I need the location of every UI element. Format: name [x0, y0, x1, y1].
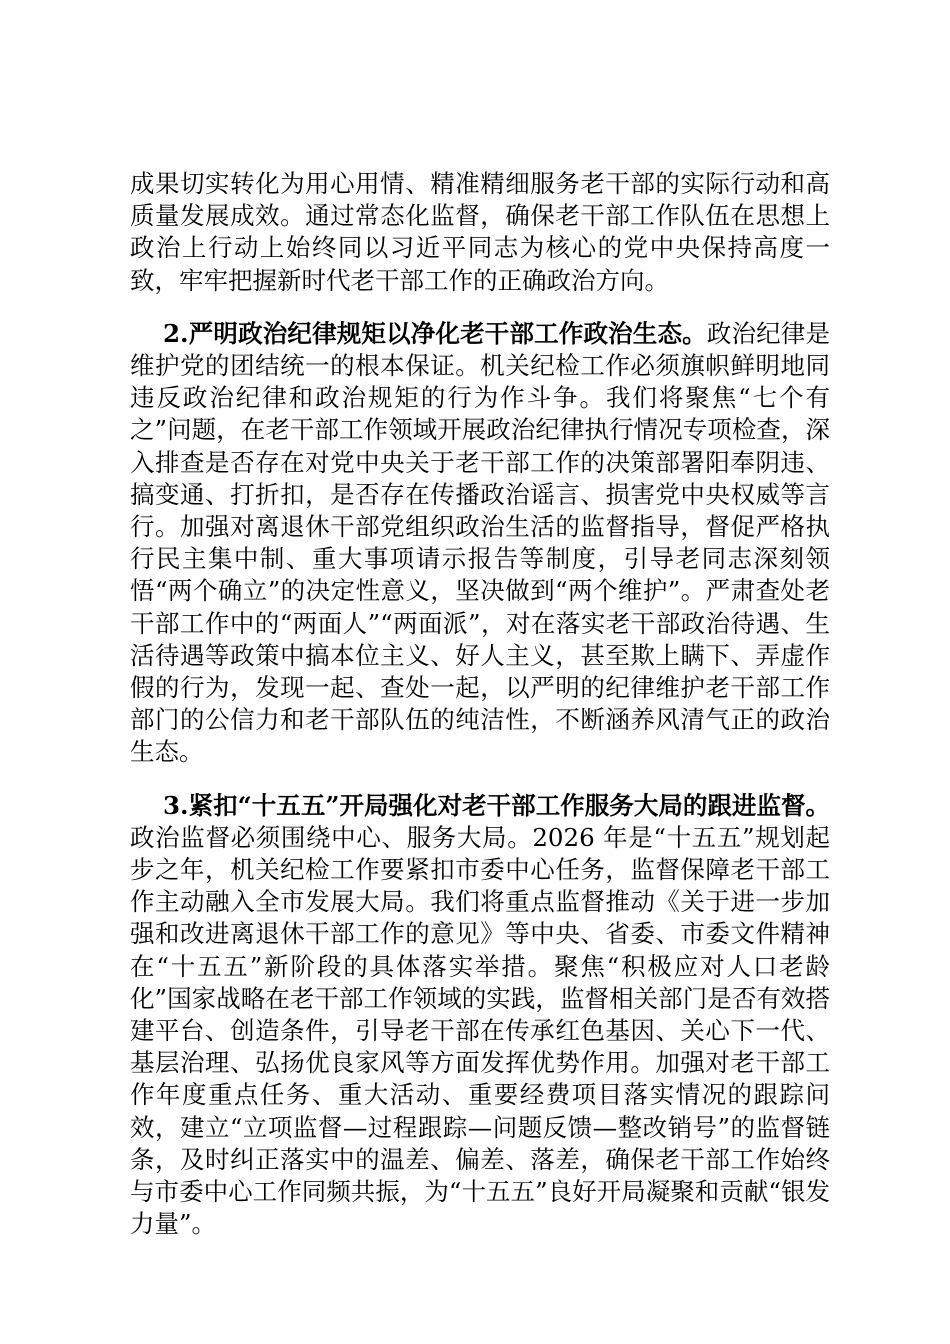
document-page [130, 168, 830, 1241]
section-heading: 3.紧扣“十五五”开局强化对老干部工作服务大局的跟进监督。 [163, 790, 830, 820]
section-heading: 2.严明政治纪律规矩以净化老干部工作政治生态。 [163, 318, 707, 348]
paragraph-section-2 [130, 318, 830, 769]
paragraph-body: 政治纪律是维护党的团结统一的根本保证。机关纪检工作必须旗帜鲜明地同违反政治纪律和政治规矩的行为作斗争。我们将聚焦“七个有之”问题，在老干部工作领域开展政治纪律执行情况专项检查，深入排查是否存在对党中央关于老干部工作的决策部署阳奉阴违、搞变通、打折扣，是否存在传播政治谣言、损害党中央权威等言行。加强对离退休干部党组织政治生活的监督指导，督促严格执行民主集中制、重大事项请示报告等制度，引导老同志深刻领悟“两个确立”的决定性意义，坚决做到“两个维护”。严肃查处老干部工作中的“两面人”“两面派”，对在落实老干部政治待遇、生活待遇等政策中搞本位主义、好人主义，甚至欺上瞒下、弄虚作假的行为，发现一起、查处一起，以严明的纪律维护老干部工作部门的公信力和老干部队伍的纯洁性，不断涵养风清气正的政治生态。 [130, 318, 831, 767]
paragraph-body: 政治监督必须围绕中心、服务大局。2026 年是“十五五”规划起步之年，机关纪检工作要紧扣市委中心任务，监督保障老干部工作主动融入全市发展大局。我们将重点监督推动《关于进一步加强和改进离退休干部工作的意见》等中央、省委、市委文件精神在“十五五”新阶段的具体落实举措。聚焦“积极应对人口老龄化”国家战略在老干部工作领域的实践，监督相关部门是否有效搭建平台、创造条件，引导老干部在传承红色基因、关心下一代、基层治理、弘扬优良家风等方面发挥优势作用。加强对老干部工作年度重点任务、重大活动、重要经费项目落实情况的跟踪问效，建立“立项监督—过程跟踪—问题反馈—整改销号”的监督链条，及时纠正落实中的温差、偏差、落差，确保老干部工作始终与市委中心工作同频共振，为“十五五”良好开局凝聚和贡献“银发力量”。 [130, 822, 830, 1239]
paragraph-gap [130, 769, 830, 790]
paragraph-body: 成果切实转化为用心用情、精准精细服务老干部的实际行动和高质量发展成效。通过常态化监督，确保老干部工作队伍在思想上政治上行动上始终同以习近平同志为核心的党中央保持高度一致，牢牢把握新时代老干部工作的正确政治方向。 [130, 169, 830, 295]
paragraph-gap [130, 297, 830, 318]
paragraph-section-3 [130, 790, 830, 1241]
paragraph-continuation [130, 168, 830, 297]
